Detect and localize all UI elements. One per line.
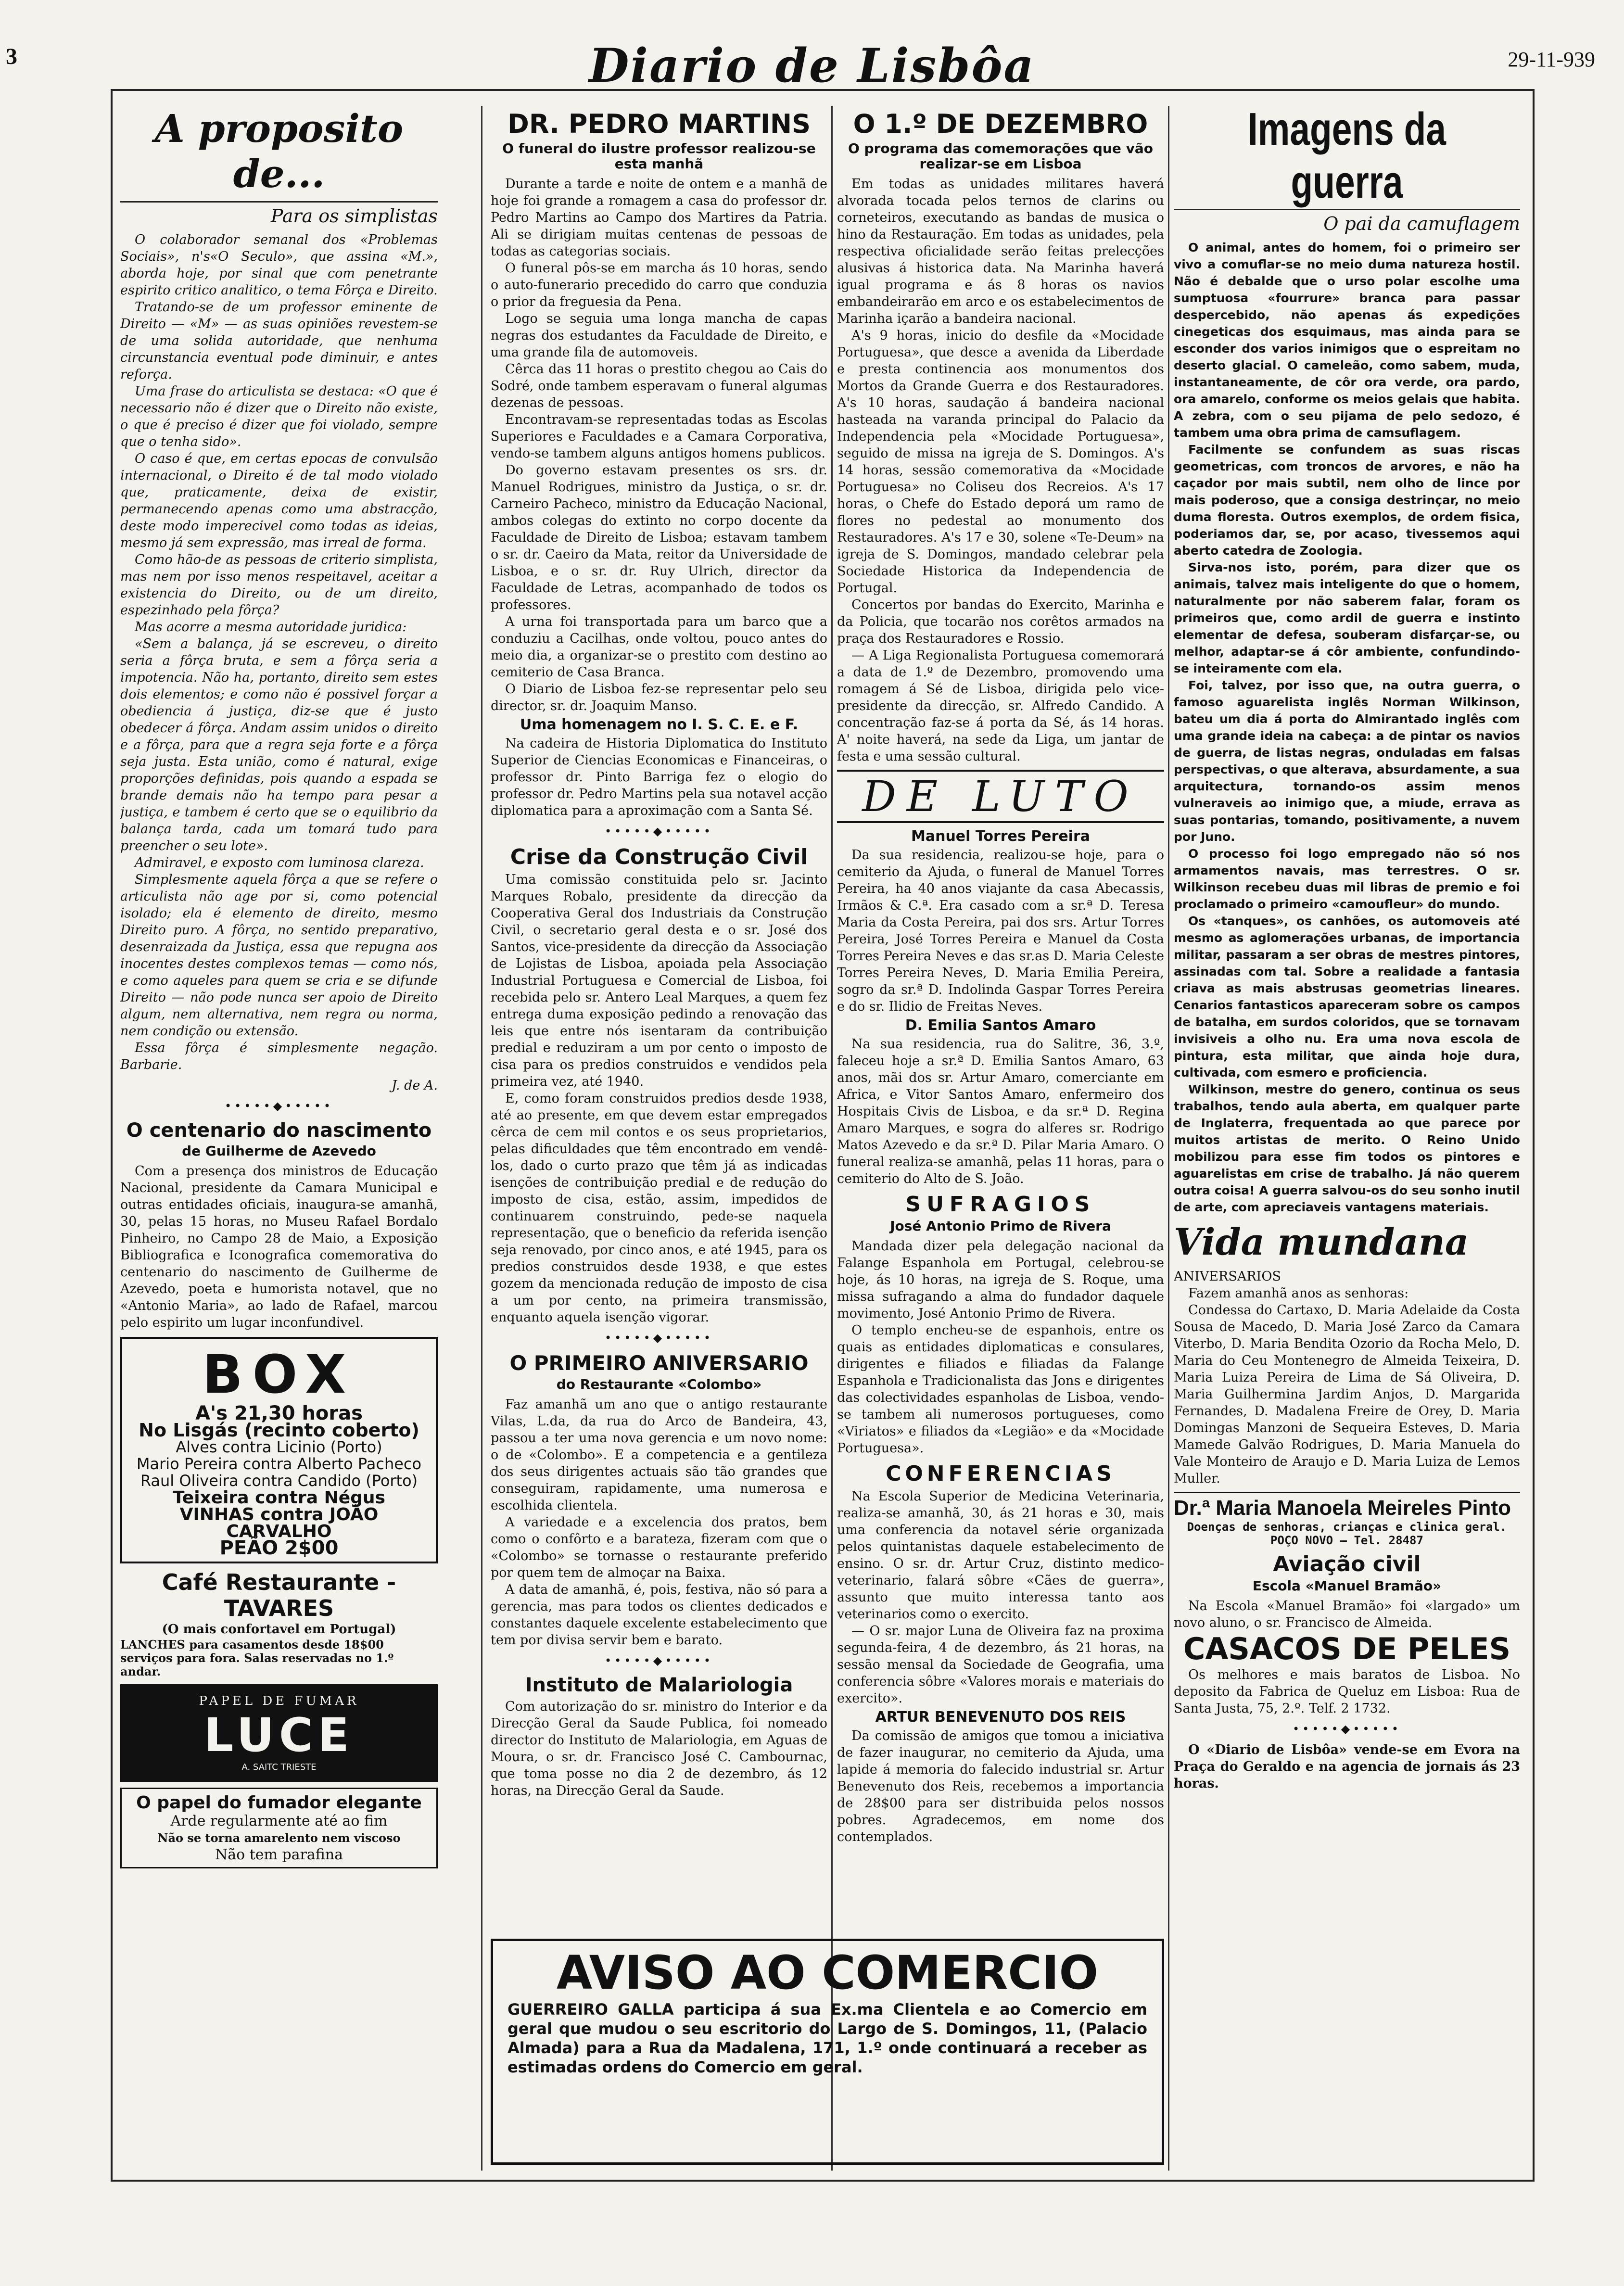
newspaper-title: Diario de Lisbôa: [589, 38, 1035, 93]
paragraph: Tratando-se de um professor eminente de Direito — «M» — as suas opiniões revestem-se de uma solida autoridade, que nenhuma circunstancia eventual pode diminuir, e antes reforça.: [120, 300, 438, 382]
article-subtitle: O funeral do ilustre professor realizou-se esta manhã: [502, 140, 816, 172]
ad-address: POÇO NOVO — Tel. 28487: [1270, 1534, 1423, 1547]
ad-small: A. SAITC TRIESTE: [241, 1762, 317, 1772]
paragraph: Mas acorre a mesma autoridade juridica:: [135, 620, 407, 635]
ad-line: Arde regularmente até ao fim: [170, 1813, 388, 1829]
ad-brand: LUCE: [204, 1708, 354, 1762]
section-title: SUFRAGIOS: [905, 1192, 1096, 1217]
paragraph: — A Liga Regionalista Portuguesa comemorará a data de 1.º de Dezembro, promovendo uma romagem á Sé de Lisboa, dirigida pelo vice-presidente da direcção, sr. Alfredo Candido. A concentração faz-se á porta da Sé, ás 14 horas. A' noite haverá, na sede da Liga, um jantar de festa e uma sessão cultural.: [837, 648, 1164, 764]
paragraph: Faz amanhã um ano que o antigo restaurante Vilas, L.da, da rua do Arco de Bandeira, 43, passou a ter uma nova gerencia e um novo nome: o de «Colombo». E a competencia e a gentileza dos seus dirigentes actuais são tão grandes que conseguiram, rapidamente, uma numerosa e escolhida clientela.: [491, 1397, 827, 1513]
article-title: A proposito de...: [154, 106, 404, 196]
ad-title: BOX: [202, 1344, 356, 1405]
article-title: Imagens da guerra: [1248, 106, 1446, 208]
paragraph: Na Escola Superior de Medicina Veterinaria, realiza-se amanhã, 30, ás 21 horas e 30, mais uma conferencia da notavel série organizada pelos quintanistas daquele estabelecimento de ensino. O sr. dr. Artur Cruz, distinto medico-veterinario, falará sôbre «Cães de guerra», assunto que muito interessa tanto aos veterinarios como o exercito.: [837, 1489, 1164, 1622]
paragraph: Facilmente se confundem as suas riscas geometricas, com troncos de arvores, e não ha caçador por mais subtil, nem olho de lince por mais poderoso, que a consiga destrinçar, no meio duma floresta. Outros exemplos, de ordem fisica, poderiamos dar, se, por acaso, tivessemos aqui aberto catedra de Zoologia.: [1174, 443, 1520, 558]
article-subtitle: José Antonio Primo de Rivera: [890, 1218, 1111, 1234]
article-title: DR. PEDRO MARTINS: [508, 109, 811, 139]
box-ad: [120, 1337, 438, 1563]
doctor-ad: [1174, 1492, 1520, 1547]
paragraph: Uma frase do articulista se destaca: «O que é necessario não é dizer que o Direito não existe, o que é preciso é dizer que foi violado, sempre que o tenha sido».: [120, 384, 438, 449]
paragraph: Na cadeira de Historia Diplomatica do Instituto Superior de Ciencias Economicas e Financeiras, o professor dr. Pinto Barriga fez o elogio do professor dr. Pedro Martins pela sua notavel acção diplomatica para a aproximação com a Santa Sé.: [491, 736, 827, 818]
paragraph: Com a presença dos ministros de Educação Nacional, presidente da Camara Municipal e outras entidades oficiais, inaugura-se amanhã, 30, pelas 15 horas, no Museu Rafael Bordalo Pinheiro, no Campo 28 de Maio, a Exposição Bibliografica e Iconografica comemorativa do centenario do nascimento de Guilherme de Azevedo, poeta e humorista notavel, que no «Antonio Maria», ao lado de Rafael, marcou pelo espirito um lugar inconfundivel.: [120, 1164, 438, 1330]
paragraph: O templo encheu-se de espanhois, entre os quais as entidades diplomaticas e consulares, dirigentes e filiados e filiadas da Falange Espanhola e Tradicionalista das Jons e dirigentes das colectividades espanholas de Lisboa, vendo-se tambem ali numerosos portugueses, como «Viriatos» e filiados da «Legião» e da «Mocidade Portuguesa».: [837, 1323, 1164, 1456]
paragraph: O Diario de Lisboa fez-se representar pelo seu director, sr. dr. Joaquim Manso.: [491, 682, 827, 713]
article-subtitle: de Guilherme de Azevedo: [182, 1143, 376, 1159]
paragraph: O animal, antes do homem, foi o primeiro ser vivo a comuflar-se no meio duma natureza hostil. Não é debalde que o urso polar escolhe uma sumptuosa «fourrure» branca para passar despercebido, não apenas ás expedições cinegeticas dos esquimaus, mas ainda para se esconder dos varios inimigos que o espreitam no deserto glacial. O cameleão, como sabem, muda, instantaneamente, de côr ora verde, ora pardo, ora amarelo, conforme os meios gelais que habita. A zebra, com o seu pijama de pelo sedozo, é tambem uma obra prima de camsuflagem.: [1174, 241, 1520, 440]
paragraph: «Sem a balança, já se escreveu, o direito seria a fôrça bruta, e sem a fôrça seria a impotencia. Não ha, portanto, direito sem estes dois elementos; e como não é possivel forçar a obediencia á justiça, diz-se que é justo obedecer á fôrça. Andam assim unidos o direito e a fôrça, para que a regra seja forte e a fôrça seja justa. Esta união, como é natural, exige proporções definidas, pois quando a espada se brande demais não ha tempo para pesar a justiça, e tambem é certo que se o equilibrio da balança tarda, cada um tomará tudo para preencher o seu lote».: [120, 636, 438, 853]
paragraph: Simplesmente aquela fôrça a que se refere o articulista não age por si, como potencial isolado; ela é elemento de direito, mesmo Direito puro. A fôrça, no sentido preparativo, desenraizada da Justiça, essa que repugna aos inocentes destes complexos temas — como nós, e como aqueles para quem se cria e se difunde Direito — não pode nunca ser apoio de Direito algum, nem alternativa, nem regra ou norma, nem condição ou extensão.: [120, 872, 438, 1039]
article-title: Crise da Construção Civil: [510, 845, 808, 869]
paragraph: A variedade e a excelencia dos pratos, bem como o confôrto e a barateza, fizeram com que o «Colombo» se tornasse o restaurante preferido por quem tem de almoçar na Baixa.: [491, 1515, 827, 1580]
issue-date: 29-11-939: [1508, 48, 1595, 71]
ad-line: VINHAS contra JOÃO CARVALHO: [179, 1505, 379, 1541]
paragraph: Na Escola «Manuel Bramão» foi «largado» um novo aluno, o sr. Francisco de Almeida.: [1174, 1599, 1520, 1630]
papel-ad: [120, 1788, 438, 1868]
cafe-ad: [120, 1569, 438, 1678]
ad-time: A's 21,30 horas: [195, 1402, 363, 1424]
ornament-divider: •••••◆•••••: [604, 825, 714, 838]
ad-line: Teixeira contra Négus: [173, 1488, 385, 1508]
paragraph: Condessa do Cartaxo, D. Maria Adelaide da Costa Sousa de Macedo, D. Maria José Zarco da Camara Viterbo, D. Maria Bendita Ozorio da Rocha Melo, D. Maria do Ceu Montenegro de Almeida Teixeira, D. Maria Luiza Pereira de Lima de Sá Oliveira, D. Maria Guilhermina Jardim Anjos, D. Margarida Fernandes, D. Madalena Freire de Orey, D. Maria Domingas Manzoni de Sequeira Esteves, D. Maria Mamede Galvão Rodrigues, D. Maria Manuela do Vale Monteiro de Araujo e D. Maria Luiza de Lemos Muller.: [1174, 1303, 1520, 1486]
paragraph: Sirva-nos isto, porém, para dizer que os animais, talvez mais inteligente do que o homem, naturalmente por não saberem falar, foram os primeiros que, como ardil de guerra e instinto elementar de defesa, souberam disfarçar-se, ou melhor, adaptar-se á côr ambiente, confundindo-se inteiramente com ela.: [1174, 560, 1520, 675]
article-subtitle: do Restaurante «Colombo»: [556, 1376, 762, 1392]
paragraph: Uma comissão constituida pelo sr. Jacinto Marques Robalo, presidente da direcção da Cooperativa Geral dos Industriais da Construção Civil, o secretario geral desta e o sr. José dos Santos, vice-presidente da direcção da Associação de Lojistas de Lisboa, apoiada pela Associação Industrial Portuguesa e Comercial de Lisboa, foi recebida pelo sr. Antero Leal Marques, a quem fez entrega duma exposição pedindo a renovação das leis que entre nós isentaram da contribuição predial e reduziram a um por cento o imposto de cisa para os predios construidos e vendidos pela primeira vez, até 1940.: [491, 872, 827, 1089]
column-rule: [1168, 106, 1169, 2171]
paragraph: Wilkinson, mestre do genero, continua os seus trabalhos, tendo aula aberta, em qualquer parte de Inglaterra, frequentada ao que parece por muitos artistas de merito. O Reino Unido mobilizou para esse fim todos os pintores e aguarelistas em crise de trabalho. Já não querem outra coisa! A guerra salvou-os do seu sonho inutil de arte, com apreciaveis vantagens materiais.: [1174, 1082, 1520, 1214]
paragraph: Mandada dizer pela delegação nacional da Falange Espanhola em Portugal, celebrou-se hoje, ás 10 horas, na igreja de S. Roque, uma missa sufragando a alma do fundador daquele movimento, José Antonio Primo de Rivera.: [837, 1239, 1164, 1321]
ad-subtitle: Doenças de senhoras, crianças e clinica geral.: [1187, 1520, 1507, 1534]
ornament-divider: •••••◆•••••: [604, 1331, 714, 1345]
ad-line: Não se torna amarelento nem viscoso: [157, 1831, 401, 1845]
article-subtitle: Para os simplistas: [120, 201, 438, 227]
article-title: Aviação civil: [1273, 1552, 1421, 1576]
article-title: O 1.º DE DEZEMBRO: [853, 109, 1148, 139]
section-title: DE LUTO: [837, 770, 1164, 823]
signature: J. de A.: [392, 1078, 438, 1093]
aviso-ad: [491, 1939, 1164, 2165]
ad-subtitle: (O mais confortavel em Portugal): [162, 1622, 396, 1637]
column-3: [837, 106, 1164, 2171]
casacos-title: CASACOS DE PELES: [1183, 1631, 1511, 1666]
ornament-divider: •••••◆•••••: [1292, 1722, 1402, 1736]
ad-text: LANCHES para casamentos desde 18$00 serviços para fora. Salas reservadas no 1.º andar.: [120, 1638, 394, 1678]
article-title: O centenario do nascimento: [126, 1119, 432, 1142]
column-rule: [831, 106, 833, 2171]
paragraph: O colaborador semanal dos «Problemas Sociais», n's«O Seculo», que assina «M.», aborda hoje, por sinal que com penetrante espirito critico analitico, o tema Fôrça e Direito.: [120, 232, 438, 298]
ad-line: Raul Oliveira contra Candido (Porto): [140, 1472, 418, 1490]
page-number: 3: [6, 44, 17, 69]
paragraph: Admiravel, e exposto com luminosa clareza.: [135, 855, 424, 870]
article-title: ARTUR BENEVENUTO DOS REIS: [875, 1709, 1126, 1726]
paragraph: Da sua residencia, realizou-se hoje, para o cemiterio da Ajuda, o funeral de Manuel Torres Pereira, ha 40 anos viajante da casa Abecassis, Irmãos & C.ª. Era casado com a sr.ª D. Teresa Maria da Costa Pereira, pai dos srs. Artur Torres Pereira, José Torres Pereira e Manuel da Costa Torres Pereira Neves e das sr.as D. Maria Celeste Torres Pereira Neves, D. Maria Emilia Pereira, sogro da sr.ª D. Indolinda Gaspar Torres Pereira e do sr. Ilidio de Freitas Neves.: [837, 848, 1164, 1014]
ad-venue: No Lisgás (recinto coberto): [139, 1420, 419, 1441]
ad-line: Não tem parafina: [215, 1846, 343, 1863]
paragraph: Cêrca das 11 horas o prestito chegou ao Cais do Sodré, onde tambem esperavam o funeral algumas dezenas de pessoas.: [491, 362, 827, 410]
ornament-divider: •••••◆•••••: [224, 1099, 334, 1113]
article-subtitle: Escola «Manuel Bramão»: [1252, 1578, 1442, 1594]
paragraph: Do governo estavam presentes os srs. dr. Manuel Rodrigues, ministro da Justiça, o sr. dr. Carneiro Pacheco, ministro da Educação Nacional, ambos colegas do extinto no corpo docente da Faculdade de Direito de Lisboa; estavam tambem o sr. dr. Caeiro da Mata, reitor da Universidade de Lisboa, e o sr. dr. Ruy Ulrich, director da Faculdade de Letras, acompanhado de todos os professores.: [491, 463, 827, 612]
masthead: [0, 19, 1624, 91]
article-title: O PRIMEIRO ANIVERSARIO: [509, 1351, 809, 1375]
paragraph: Logo se seguia uma longa mancha de capas negras dos estudantes da Faculdade de Direito, e uma grande fila de automoveis.: [491, 311, 827, 360]
paragraph: Com autorização do sr. ministro do Interior e da Direcção Geral da Saude Publica, foi nomeado director do Instituto de Malariologia, em Aguas de Moura, o sr. dr. Francisco José C. Cambournac, que toma posse no dia 2 de dezembro, ás 12 horas, na Direcção Geral da Saude.: [491, 1699, 827, 1798]
paragraph: Na sua residencia, rua do Salitre, 36, 3.º, faleceu hoje a sr.ª D. Emilia Santos Amaro, 63 anos, mãi dos sr. Artur Amaro, comerciante em Africa, e Vitor Santos Amaro, enfermeiro dos Hospitais Civis de Lisboa, e da sr.ª D. Regina Amaro Marques, e sogra do alferes sr. Rodrigo Matos Azevedo e da sr.ª D. Pilar Maria Amaro. O funeral realiza-se amanhã, pelas 11 horas, para o cemiterio do Alto de S. João.: [837, 1037, 1164, 1186]
article-subtitle: O pai da camuflagem: [1174, 209, 1520, 234]
article-subtitle: O programa das comemorações que vão realizar-se em Lisboa: [848, 140, 1153, 172]
obituary-name: D. Emilia Santos Amaro: [905, 1017, 1096, 1034]
paragraph: Os «tanques», os canhões, os automoveis até mesmo as aglomerações urbanas, de importancia militar, passaram a ser obras de mestres pintores, assinadas com tal. Sobre a realidade a fantasia criava as mais abstrusas geometrias lineares. Cenarios fantasticos apareceram sobre os campos de batalha, em surdos coloridos, que se tornavam invisiveis a olho nu. Era uma nova escola de pintura, esta militar, que ainda hoje dura, cultivada, com esmero e proficiencia.: [1174, 914, 1520, 1080]
paragraph: Como hão-de as pessoas de criterio simplista, mas nem por isso menos respeitavel, aceitar a existencia do Direito, ou de um direito, espezinhado pela fôrça?: [120, 552, 438, 618]
ad-text: GUERREIRO GALLA participa á sua Ex.ma Clientela e ao Comercio em geral que mudou o seu escritorio do Largo de S. Domingos, 11, (Palacio Almada) para a Rua da Madalena, 171, 1.º onde continuará a receber as estimadas ordens do Comercio em geral.: [508, 2000, 1147, 2076]
ad-price: PEÃO 2$00: [219, 1537, 339, 1559]
luce-ad: [120, 1684, 438, 1782]
paragraph: — O sr. major Luna de Oliveira faz na proxima segunda-feira, 4 de dezembro, ás 21 horas, na sessão mensal da Sociedade de Geografia, uma conferencia sôbre «Valores morais e materiais do exercito».: [837, 1624, 1164, 1706]
column-4: [1174, 106, 1520, 2171]
ad-top: PAPEL DE FUMAR: [199, 1694, 359, 1708]
ad-title: Café Restaurante - TAVARES: [162, 1569, 396, 1621]
section-label: ANIVERSARIOS: [1174, 1269, 1281, 1284]
column-1: [120, 106, 438, 2171]
paragraph: Os melhores e mais baratos de Lisboa. No deposito da Fabrica de Queluz em Lisboa: Rua de Santa Justa, 75, 2.º. Telf. 2 1732.: [1174, 1667, 1520, 1716]
ad-title: Dr.ª Maria Manoela Meireles Pinto: [1174, 1496, 1511, 1520]
paragraph: Essa fôrça é simplesmente negação. Barbarie.: [120, 1041, 438, 1072]
ornament-divider: •••••◆•••••: [604, 1654, 714, 1667]
paragraph: O «Diario de Lisbôa» vende-se em Evora na Praça do Geraldo e na agencia de jornais ás 23 horas.: [1174, 1742, 1520, 1791]
paragraph: Foi, talvez, por isso que, na outra guerra, o famoso aguarelista inglês Norman Wilkinson, bateu um dia á porta do Almirantado inglês com uma grande ideia na cabeça: a de pintar os navios de guerra, de listas negras, onduladas em falsas perspectivas, o que alterava, absurdamente, a sua arquitectura, tornando-os assim menos vulneraveis ao inimigo que, a miude, errava as suas pontarias, tomando, positivamente, a nuvem por Juno.: [1174, 678, 1520, 844]
ad-title: O papel do fumador elegante: [136, 1793, 422, 1813]
paragraph: Da comissão de amigos que tomou a iniciativa de fazer inaugurar, no cemiterio da Ajuda, uma lapide á memoria do falecido industrial sr. Artur Benevenuto dos Reis, recebemos a importancia de 28$00 para ser distribuida pelos nossos pobres. Agradecemos, em nome dos contemplados.: [837, 1728, 1164, 1844]
paragraph: Fazem amanhã anos as senhoras:: [1188, 1286, 1409, 1301]
paragraph: A data de amanhã, é, pois, festiva, não só para a gerencia, mas para todos os clientes dedicados e constantes daquele excelente estabelecimento que tem por divisa servir bem e barato.: [491, 1582, 827, 1648]
paragraph: A's 9 horas, inicio do desfile da «Mocidade Portuguesa», que desce a avenida da Liberdade e presta continencia aos monumentos dos Mortos da Grande Guerra e dos Restauradores. A's 10 horas, saudação á bandeira nacional hasteada na varanda principal do Palacio da Independencia pela «Mocidade Portuguesa», seguido de missa na igreja de S. Domingos. A's 14 horas, sessão comemorativa da «Mocidade Portuguesa» no Coliseu dos Recreios. A's 17 horas, o Chefe do Estado deporá um ramo de flores no pedestal ao monumento dos Restauradores. A's 17 e 30, solene «Te-Deum» na igreja de S. Domingos, mandado celebrar pela Sociedade Historica da Independencia de Portugal.: [837, 328, 1164, 596]
paragraph: O funeral pôs-se em marcha ás 10 horas, sendo o auto-funerario precedido do carro que conduzia o prior da freguesia da Pena.: [491, 261, 827, 309]
paragraph: E, como foram construidos predios desde 1938, até ao presente, em que devem estar empregados cêrca de cem mil contos e os seus proprietarios, pelas dificuldades que têm encontrado em vendê-los, dado o curto prazo que têm já as indicadas isenções de contribuição predial e de redução do imposto de cisa, estão, assim, impedidos de continuarem construindo, pede-se naquela representação, que o beneficio da referida isenção seja renovado, por cinco anos, e até 1945, para os predios construidos desde 1938, e que estes gozem da mencionada redução de imposto de cisa a um por cento, na primeira transmissão, enquanto aquela isenção vigorar.: [491, 1091, 827, 1325]
ad-title: AVISO AO COMERCIO: [556, 1946, 1099, 2000]
column-rule: [481, 106, 482, 2171]
section-title: Vida mundana: [1174, 1220, 1469, 1263]
paragraph: O caso é que, em certas epocas de convulsão internacional, o Direito é de tal modo violado que, praticamente, deixa de existir, permanecendo apenas como uma abstracção, deste modo imperecivel como todas as ideias, mesmo já sem expressão, mas irreal de forma.: [120, 451, 438, 550]
obituary-name: Manuel Torres Pereira: [911, 828, 1090, 845]
ad-line: Mario Pereira contra Alberto Pacheco: [136, 1455, 422, 1473]
paragraph: O processo foi logo empregado não só nos armamentos navais, mas terrestres. O sr. Wilkinson recebeu duas mil libras de premio e foi proclamado o primeiro «camoufleur» do mundo.: [1174, 847, 1520, 911]
ad-line: Alves contra Licinio (Porto): [176, 1438, 382, 1456]
article-title: Instituto de Malariologia: [525, 1674, 793, 1696]
paragraph: Encontravam-se representadas todas as Escolas Superiores e Faculdades e a Camara Corporativa, vendo-se tambem alguns antigos homens publicos.: [491, 412, 827, 461]
paragraph: Durante a tarde e noite de ontem e a manhã de hoje foi grande a romagem a casa do professor dr. Pedro Martins ao Campo dos Martires da Patria. Ali se dirigiam muitas centenas de pessoas de todas as categorias sociais.: [491, 177, 827, 259]
article-title: Uma homenagem no I. S. C. E. e F.: [520, 716, 799, 733]
column-2: [491, 106, 827, 2171]
paragraph: Concertos por bandas do Exercito, Marinha e da Policia, que tocarão nos corêtos armados na praça dos Restauradores e Rossio.: [837, 597, 1164, 646]
paragraph: Em todas as unidades militares haverá alvorada tocada pelos ternos de clarins ou corneteiros, executando as bandas de musica o hino da Restauração. Em todas as unidades, pela respectiva oficialidade serão feitas prelecções alusivas á historica data. Na Marinha haverá igual programa e ás 8 horas os navios embandeirarão em arco e os estabelecimentos de Marinha içarão a bandeira nacional.: [837, 177, 1164, 326]
section-title: CONFERENCIAS: [886, 1461, 1116, 1486]
paragraph: A urna foi transportada para um barco que a conduziu a Cacilhas, onde voltou, pouco antes do meio dia, a organizar-se o prestito com destino ao cemiterio de Casa Branca.: [491, 614, 827, 680]
